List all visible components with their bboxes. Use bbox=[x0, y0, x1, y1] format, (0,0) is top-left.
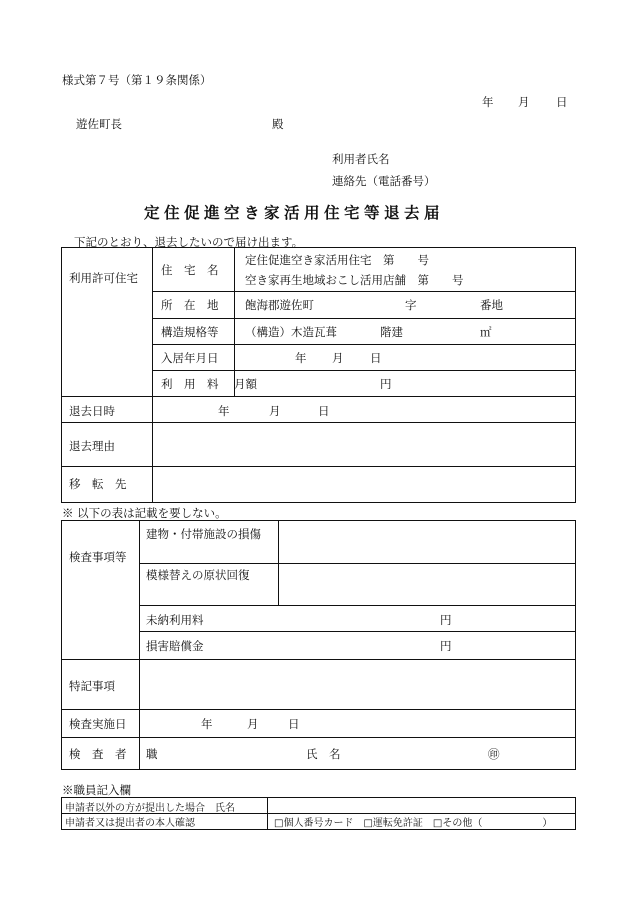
house-option-1: 定住促進空き家活用住宅 第 号 bbox=[245, 253, 429, 267]
residence-section-label: 利用許可住宅 bbox=[69, 271, 138, 285]
table-inspection bbox=[61, 520, 576, 770]
other-submitter-label: 申請者以外の方が提出した場合 氏名 bbox=[65, 803, 235, 814]
id-options: □個人番号カード □運転免許証 □その他（ ） bbox=[274, 818, 553, 829]
move-in-year: 年 bbox=[295, 351, 307, 365]
rent-monthly-label: 月額 bbox=[234, 377, 257, 391]
floors-label: 階建 bbox=[380, 325, 403, 339]
leave-month: 月 bbox=[269, 404, 281, 418]
inspection-day: 日 bbox=[288, 717, 300, 731]
unpaid-yen: 円 bbox=[440, 613, 452, 627]
destination-label: 移 転 先 bbox=[69, 477, 127, 491]
contact-label: 連絡先（電話番号） bbox=[332, 174, 436, 188]
house-option-2: 空き家再生地域おこし活用店舗 第 号 bbox=[245, 273, 464, 287]
rent-yen: 円 bbox=[380, 377, 392, 391]
remarks-label: 特記事項 bbox=[69, 679, 115, 693]
inspection-year: 年 bbox=[201, 717, 213, 731]
inspector-position-label: 職 bbox=[146, 747, 158, 761]
structure-label: 構造規格等 bbox=[161, 325, 219, 339]
table-staff bbox=[61, 797, 576, 830]
recipient: 遊佐町長 bbox=[76, 117, 122, 131]
house-name-label: 住 宅 名 bbox=[161, 263, 219, 277]
unpaid-label: 未納利用料 bbox=[146, 613, 204, 627]
intro-text: 下記のとおり、退去したいので届け出ます。 bbox=[74, 235, 304, 249]
inspector-name-label: 氏 名 bbox=[306, 747, 341, 761]
damage-label: 建物・付帯施設の損傷 bbox=[146, 527, 261, 541]
date-day-label: 日 bbox=[556, 95, 568, 109]
inspection-date-label: 検査実施日 bbox=[69, 717, 127, 731]
inspector-label: 検 査 者 bbox=[69, 747, 127, 761]
honorific: 殿 bbox=[272, 117, 284, 131]
page-title: 定住促進空き家活用住宅等退去届 bbox=[144, 204, 445, 222]
move-in-month: 月 bbox=[332, 351, 344, 365]
compensation-yen: 円 bbox=[440, 639, 452, 653]
leave-year: 年 bbox=[218, 404, 230, 418]
inspection-items-label: 検査事項等 bbox=[69, 550, 127, 564]
note-text: ※ 以下の表は記載を要しない。 bbox=[62, 506, 227, 520]
compensation-label: 損害賠償金 bbox=[146, 639, 204, 653]
seal-mark: ㊞ bbox=[488, 747, 500, 761]
applicant-name-label: 利用者氏名 bbox=[332, 152, 390, 166]
move-in-label: 入居年月日 bbox=[161, 351, 219, 365]
location-label: 所 在 地 bbox=[161, 298, 219, 312]
restore-label: 模様替えの原状回復 bbox=[146, 568, 250, 582]
aza-label: 字 bbox=[405, 298, 417, 312]
reason-label: 退去理由 bbox=[69, 439, 115, 453]
table-residence bbox=[61, 247, 576, 503]
identity-label: 申請者又は提出者の本人確認 bbox=[65, 818, 195, 829]
leave-date-label: 退去日時 bbox=[69, 404, 115, 418]
date-year-label: 年 bbox=[482, 95, 494, 109]
leave-day: 日 bbox=[318, 404, 330, 418]
location-value: 飽海郡遊佐町 bbox=[245, 298, 314, 312]
area-unit: ㎡ bbox=[480, 325, 492, 339]
rent-label: 利 用 料 bbox=[161, 377, 219, 391]
move-in-day: 日 bbox=[370, 351, 382, 365]
date-month-label: 月 bbox=[518, 95, 530, 109]
structure-value: （構造）木造瓦葺 bbox=[245, 325, 337, 339]
inspection-month: 月 bbox=[247, 717, 259, 731]
staff-heading: ※職員記入欄 bbox=[62, 783, 131, 797]
banchi-label: 番地 bbox=[480, 298, 503, 312]
form-number: 様式第７号（第１９条関係） bbox=[62, 73, 212, 87]
